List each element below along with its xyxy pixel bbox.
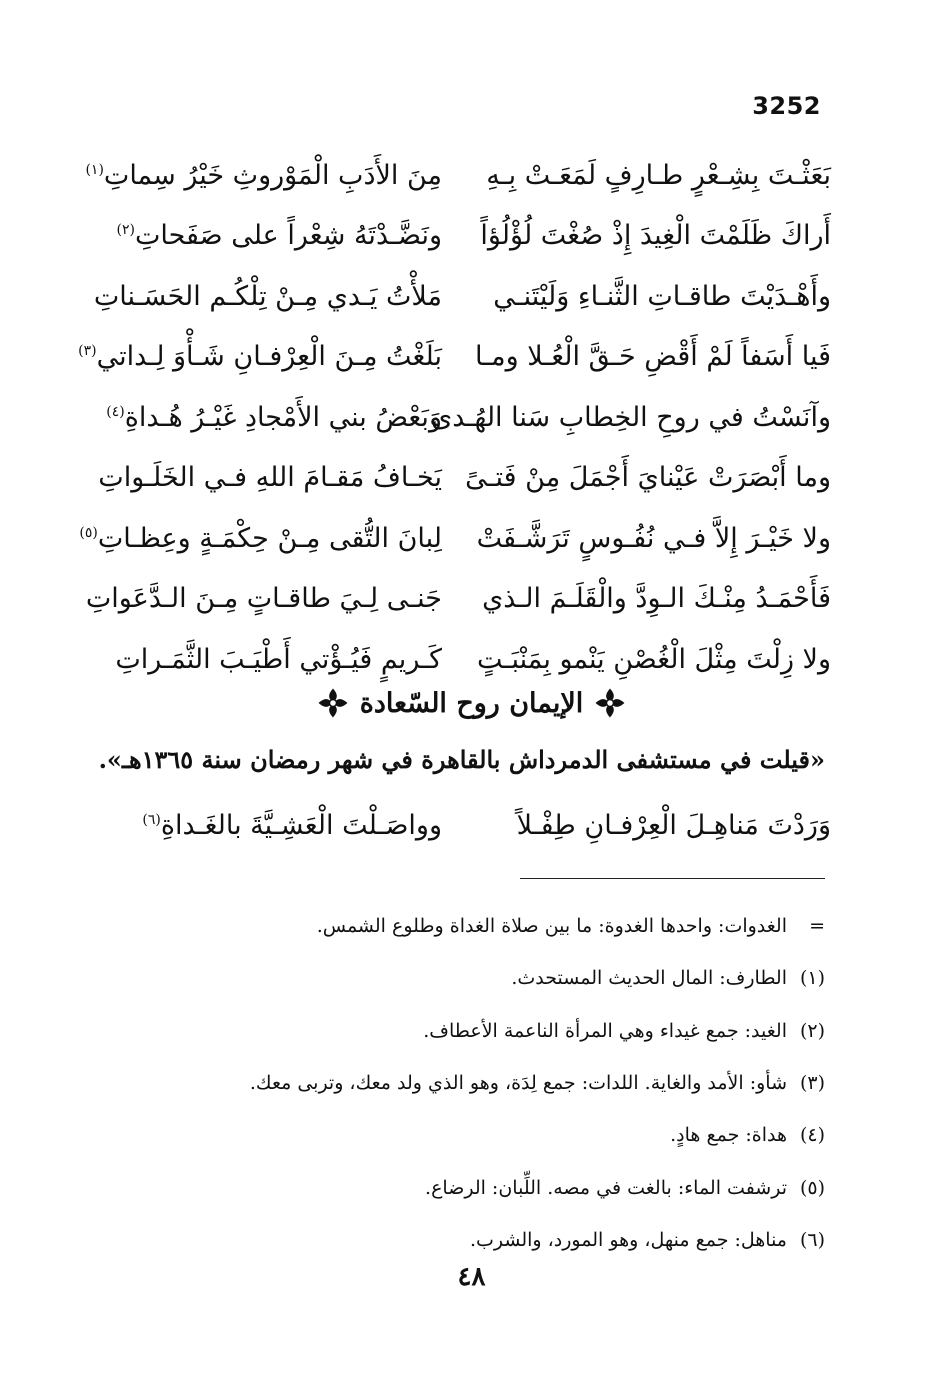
verse-first-hemistich: فَيا أَسَفاً لَمْ أَقْضِ حَـقَّ الْعُـلا ومـا [475, 341, 831, 373]
verse-first-hemistich: بَعَثْـتَ بِشِـعْرٍ طـارِفٍ لَمَعَـتْ بِـهِ [486, 159, 831, 191]
footnote [120, 900, 825, 952]
verse-line [79, 508, 831, 569]
ornament-icon [593, 686, 627, 720]
verse-first-hemistich: وما أَبْصَرَتْ عَيْنايَ أَجْمَلَ مِنْ فَتـىً [465, 462, 831, 494]
verse-line [85, 145, 831, 206]
verse-second-text: مِنَ الأَدَبِ الْمَوْروثِ خَيْرُ سِماتِ [103, 159, 442, 191]
page-number-bottom: ٤٨ [457, 1262, 486, 1292]
verse-second-text: مَلأْتُ يَـدي مِـنْ تِلْكُـم الحَسَـناتِ [93, 280, 442, 312]
footnote-mark: (١) [799, 967, 825, 990]
footnotes [120, 900, 825, 1266]
section-title: الإيمان روح السّعادة [359, 687, 584, 719]
verse-first-hemistich: وَرَدْتَ مَناهِـلَ الْعِرْفـانِ طِفْـلاً [516, 809, 831, 841]
verse-first-hemistich: وأَهْـدَيْتَ طاقـاتِ الثَّنـاءِ وَلَيْتَنـي [493, 280, 831, 312]
footnote [120, 1109, 825, 1161]
footnote-ref: (٢) [116, 222, 135, 239]
footnote-ref: (١) [85, 161, 104, 178]
verse-second-hemistich [98, 462, 442, 494]
verse-line [93, 266, 831, 327]
verse-second-hemistich [112, 220, 442, 251]
verse-second-text: يَخـافُ مَقـامَ اللهِ فـي الخَلَـواتِ [98, 462, 442, 494]
footnote-text: ترشفت الماء: بالغت في مصه. اللِّبان: الرضاع. [425, 1176, 787, 1199]
footnote-ref: (٣) [78, 343, 97, 360]
verse-line [112, 629, 831, 690]
footnote [120, 1057, 825, 1109]
verse-second-hemistich [112, 644, 442, 675]
footnote-text: مناهل: جمع منهل، وهو المورد، والشرب. [470, 1228, 787, 1251]
verse-first-hemistich: وآنَسْتُ في روحِ الخِطابِ سَنا الهُـدى [431, 401, 831, 433]
verse-first-hemistich: ولا خَيْـرَ إِلاَّ فـي نُفُـوسٍ تَرَشَّـفَتْ [476, 522, 831, 554]
footnote [120, 952, 825, 1004]
poem-occasion-note: «قيلت في مستشفى الدمرداش بالقاهرة في شهر رمضان سنة ١٣٦٥هـ». [98, 745, 825, 774]
verse-first-hemistich: فَأَحْمَـدُ مِنْـكَ الـوِدَّ والْقَلَـمَ الـذي [482, 583, 831, 615]
footnote-text: الطارف: المال الحديث المستحدث. [511, 967, 787, 990]
verse-second-hemistich [79, 522, 442, 554]
verse-line [98, 448, 831, 509]
verse-line [85, 569, 831, 630]
footnote-mark: (٥) [799, 1176, 825, 1199]
verse-line [78, 327, 831, 388]
footnote [120, 1005, 825, 1057]
verse-second-hemistich [85, 583, 442, 615]
page-number-top: 3252 [752, 92, 821, 120]
ornament-icon [316, 686, 350, 720]
verse-first-hemistich: أَراكَ ظَلَمْتَ الْغِيدَ إِذْ صُغْتَ لُؤْلُؤاً [480, 220, 831, 252]
footnote-text: الغدوات: واحدها الغدوة: ما بين صلاة الغداة وطلوع الشمس. [316, 915, 787, 938]
verse-second-text: بَلَغْتُ مِـنَ الْعِرْفـانِ شَـأْوَ لِـداتي [96, 341, 442, 373]
verse-second-text: وَبَعْضُ بني الأَمْجادِ غَيْـرُ هُـداةِ [124, 401, 442, 433]
verse-second-hemistich [106, 401, 442, 433]
verse-second-hemistich [112, 810, 442, 841]
verse-second-text: جَنـى لِـيَ طاقـاتٍ مِـنَ الـدَّعَواتِ [85, 583, 442, 615]
footnote-text: هداة: جمع هادٍ. [670, 1124, 787, 1147]
footnote-mark: (٤) [799, 1124, 825, 1147]
verse-second-hemistich [78, 341, 442, 373]
poem-verses [78, 145, 831, 690]
footnote [120, 1214, 825, 1266]
footnote-mark: (٦) [799, 1228, 825, 1251]
verse-line [112, 795, 831, 856]
verse-second-text: كَـريمٍ فَيُـؤْتي أَطْيَـبَ الثَّمَـراتِ [115, 643, 442, 675]
section-heading [0, 686, 943, 720]
verse-first-hemistich: ولا زِلْتَ مِثْلَ الْغُصْنِ يَنْمو بِمَنْبَـتٍ [477, 643, 831, 675]
verse-line [106, 387, 831, 448]
footnote-ref: (٤) [106, 403, 125, 420]
verse-second-hemistich [85, 159, 442, 191]
verse-second-text: لِبانَ التُّقى مِـنْ حِكْمَـةٍ وعِظـاتِ [97, 522, 442, 554]
footnote [120, 1161, 825, 1213]
footnote-text: الغيد: جمع غيداء وهي المرأة الناعمة الأعطاف. [423, 1019, 787, 1042]
footnote-divider [520, 878, 825, 879]
verse-line [112, 206, 831, 267]
footnote-ref: (٦) [142, 811, 161, 828]
footnote-mark: (٢) [799, 1019, 825, 1042]
section-verse [112, 795, 831, 856]
footnote-mark: = [809, 915, 825, 938]
footnote-mark: (٣) [799, 1072, 825, 1095]
footnote-ref: (٥) [79, 524, 98, 541]
verse-second-hemistich [93, 280, 442, 312]
verse-second-text: وواصَـلْتَ الْعَشِـيَّةَ بالغَـداةِ [160, 809, 442, 841]
footnote-text: شأو: الأمد والغاية. اللدات: جمع لِدَة، وهو الذي ولد معك، وتربى معك. [249, 1072, 787, 1095]
verse-second-text: ونَضَّـدْتَهُ شِعْراً على صَفَحاتِ [134, 220, 442, 252]
